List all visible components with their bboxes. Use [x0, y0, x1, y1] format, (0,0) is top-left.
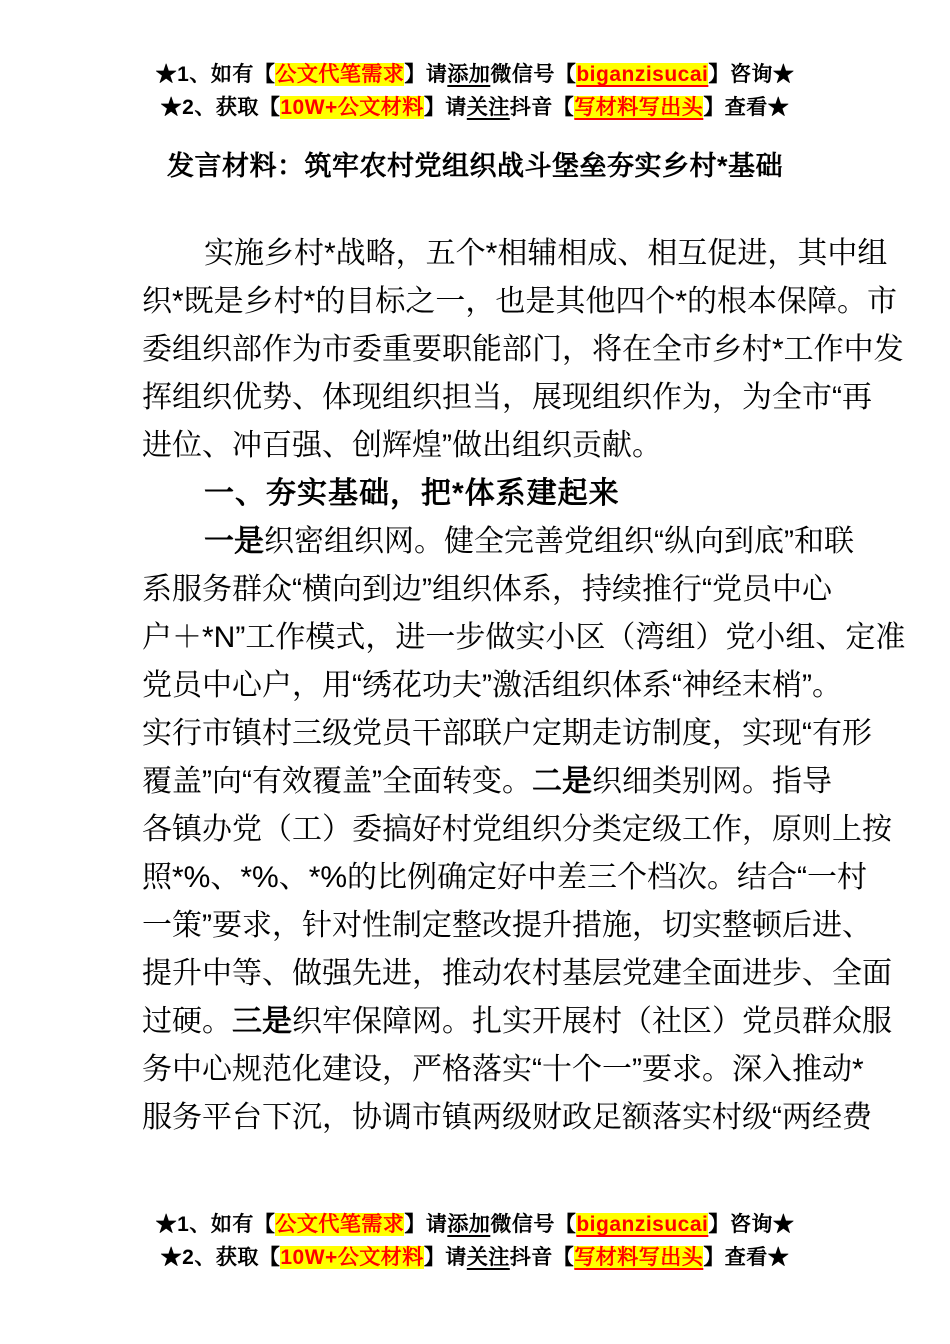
text-segment: 户＋*N”工作模式，进一步做实小区（湾组）党小组、定准: [142, 621, 906, 654]
text-line: [142, 806, 892, 854]
text-segment: 实施乡村*战略，五个*相辅相成、相互促进，其中组: [204, 237, 888, 270]
text-line: [142, 566, 832, 614]
text-segment: 系服务群众“横向到边”组织体系，持续推行“党员中心: [142, 573, 832, 606]
text-line: [142, 902, 872, 950]
banner-segment: 】请: [423, 1246, 467, 1269]
banner-segment: 添加: [447, 1213, 491, 1236]
text-segment: 三是: [232, 1005, 292, 1038]
banner-segment: 微信号【: [490, 1213, 577, 1236]
text-segment: 一、夯实基础，把*体系建起来: [204, 477, 620, 510]
document-body: [142, 230, 906, 1142]
banner-line: [0, 58, 950, 91]
banner-line: [0, 1208, 950, 1241]
paragraph: [142, 518, 906, 1142]
banner-segment: ★2、获取【: [160, 96, 281, 119]
text-segment: 委组织部作为市委重要职能部门，将在全市乡村*工作中发: [142, 333, 904, 366]
text-segment: 务中心规范化建设，严格落实“十个一”要求。深入推动*: [142, 1053, 864, 1086]
text-segment: 一策”要求，针对性制定整改提升措施，切实整顿后进、: [142, 909, 872, 942]
text-line: [142, 326, 904, 374]
banner-segment: 】请: [404, 1213, 448, 1236]
banner-segment: biganzisucai: [576, 63, 709, 86]
banner-segment: 关注: [466, 1246, 510, 1269]
banner-segment: 写材料写出头: [574, 1246, 704, 1269]
text-line: [142, 1046, 864, 1094]
text-line: [142, 374, 872, 422]
text-line: [142, 278, 898, 326]
banner-segment: 】咨询★: [708, 1213, 795, 1236]
text-line: [142, 230, 888, 278]
text-line: [142, 998, 892, 1046]
document-title: 发言材料：筑牢农村党组织战斗堡垒夯实乡村*基础: [166, 151, 783, 181]
banner-segment: 公文代笔需求: [275, 63, 405, 86]
banner-segment: 公文代笔需求: [275, 1213, 405, 1236]
banner-line: [0, 1241, 950, 1274]
text-segment: 党员中心户，用“绣花功夫”激活组织体系“神经末梢”。: [142, 669, 842, 702]
text-segment: 一是: [204, 525, 264, 558]
banner-segment: 】请: [404, 63, 448, 86]
banner-segment: 10W+公文材料: [280, 96, 424, 119]
header-banner: [0, 58, 950, 124]
footer-banner: [0, 1208, 950, 1274]
banner-segment: 添加: [447, 63, 491, 86]
text-line: [142, 1094, 872, 1142]
text-line: [142, 614, 906, 662]
banner-line: [0, 91, 950, 124]
banner-segment: 微信号【: [490, 63, 577, 86]
text-segment: 织牢保障网。扎实开展村（社区）党员群众服: [292, 1005, 892, 1038]
text-segment: 挥组织优势、体现组织担当，展现组织作为，为全市“再: [142, 381, 872, 414]
text-line: [142, 758, 832, 806]
banner-segment: 抖音【: [509, 96, 575, 119]
text-segment: 覆盖”向“有效覆盖”全面转变。: [142, 765, 532, 798]
text-line: [142, 662, 842, 710]
banner-segment: 写材料写出头: [574, 96, 704, 119]
banner-segment: 抖音【: [509, 1246, 575, 1269]
text-segment: 服务平台下沉，协调市镇两级财政足额落实村级“两经费: [142, 1101, 872, 1134]
text-segment: 提升中等、做强先进，推动农村基层党建全面进步、全面: [142, 957, 892, 990]
banner-segment: 】查看★: [703, 96, 790, 119]
banner-segment: 】咨询★: [708, 63, 795, 86]
text-segment: 织*既是乡村*的目标之一，也是其他四个*的根本保障。市: [142, 285, 898, 318]
section-heading: [142, 470, 810, 518]
text-line: [142, 710, 872, 758]
banner-segment: ★2、获取【: [160, 1246, 281, 1269]
text-segment: 照*%、*%、*%的比例确定好中差三个档次。结合“一村: [142, 861, 868, 894]
banner-segment: ★1、如有【: [155, 1213, 276, 1236]
text-line: [142, 950, 892, 998]
text-line: [142, 422, 810, 470]
paragraph: [142, 230, 904, 470]
text-line: [142, 470, 810, 518]
text-segment: 进位、冲百强、创辉煌”做出组织贡献。: [142, 429, 662, 462]
text-segment: 二是: [531, 765, 592, 798]
banner-segment: 关注: [466, 96, 510, 119]
text-segment: 各镇办党（工）委搞好村党组织分类定级工作，原则上按: [142, 813, 892, 846]
banner-segment: biganzisucai: [576, 1213, 709, 1236]
text-segment: 实行市镇村三级党员干部联户定期走访制度，实现“有形: [142, 717, 872, 750]
text-segment: 织密组织网。健全完善党组织“纵向到底”和联: [264, 525, 854, 558]
text-line: [142, 854, 868, 902]
banner-segment: 】请: [423, 96, 467, 119]
text-line: [142, 518, 854, 566]
text-segment: 过硬。: [142, 1005, 232, 1038]
text-segment: 织细类别网。指导: [591, 765, 832, 798]
banner-segment: 10W+公文材料: [280, 1246, 424, 1269]
banner-segment: ★1、如有【: [155, 63, 276, 86]
banner-segment: 】查看★: [703, 1246, 790, 1269]
